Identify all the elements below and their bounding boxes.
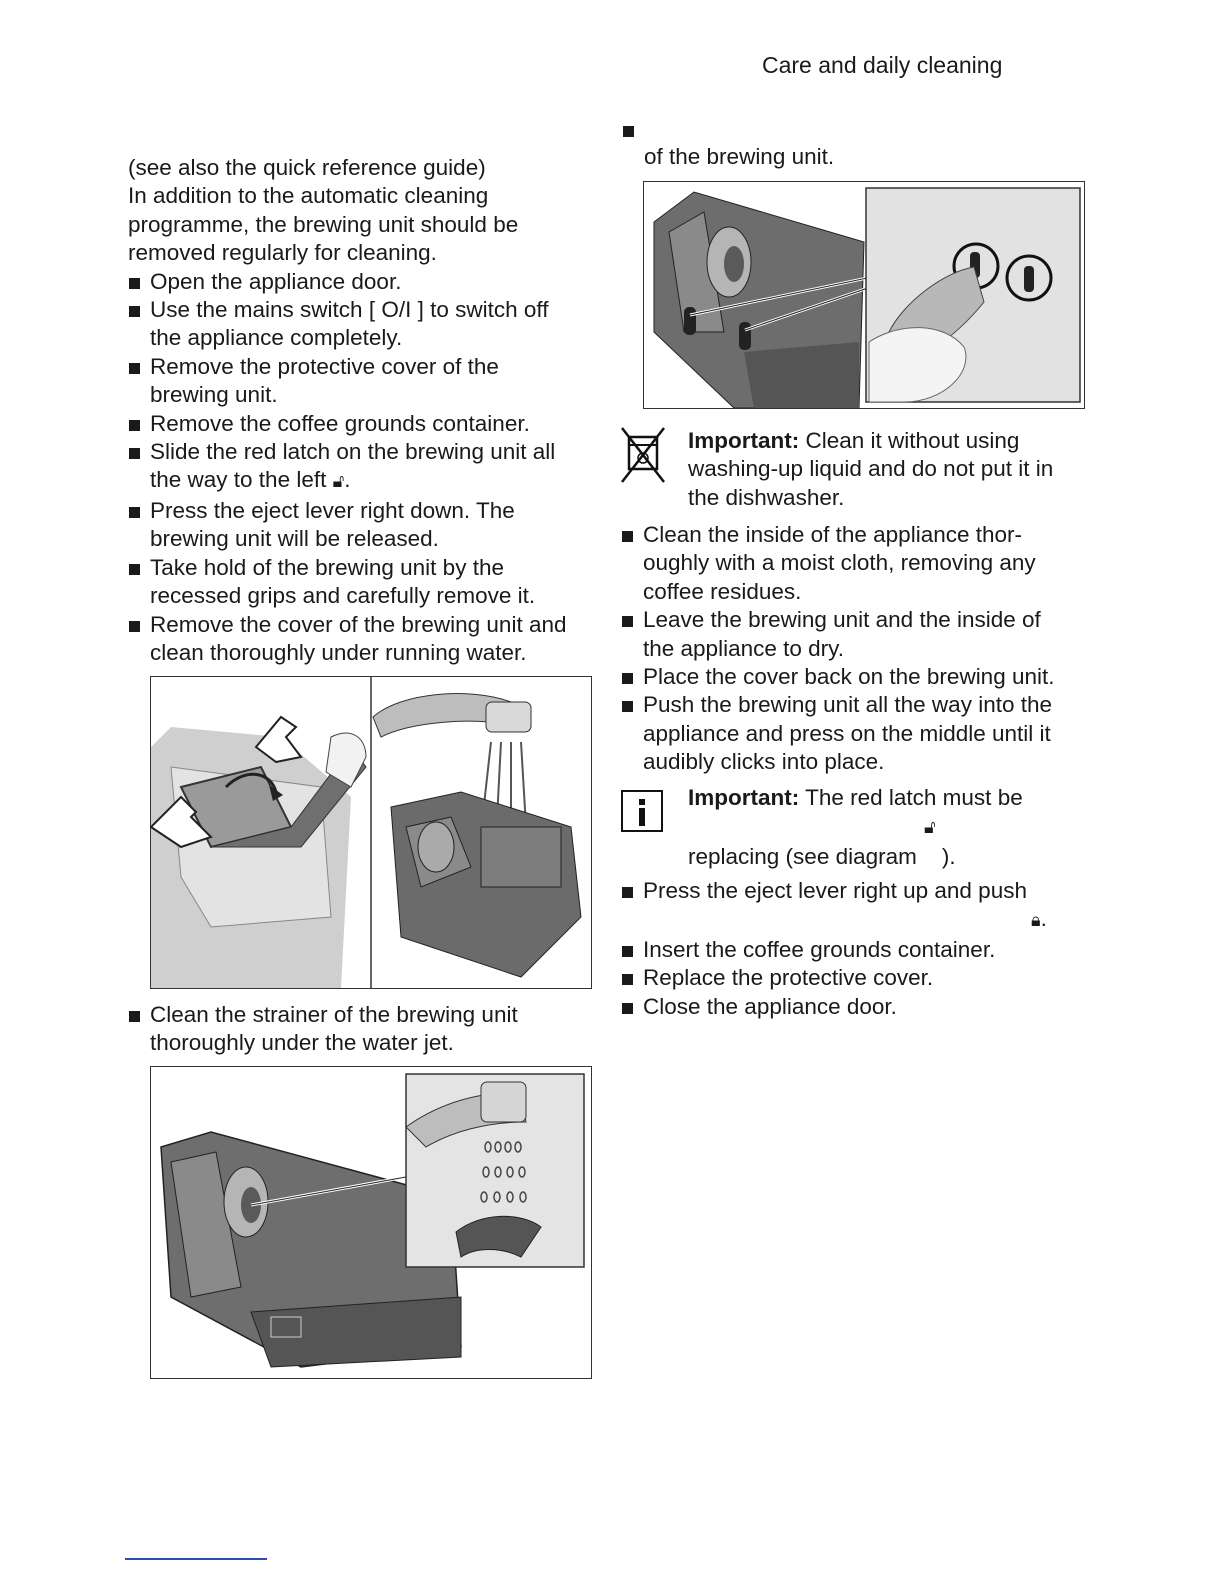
bullet-marker xyxy=(623,126,634,137)
list-item: Take hold of the brewing unit by the recessed grips and carefully remove it. xyxy=(128,554,598,611)
list-item: Clean the inside of the appliance thor- oughly with a moist cloth, removing any coffee residues. xyxy=(621,521,1091,606)
right-column-top xyxy=(644,143,1084,171)
important-label: Important: xyxy=(688,785,800,810)
left-column xyxy=(128,154,598,667)
intro-line: (see also the quick reference guide) xyxy=(128,155,486,180)
list-item: Leave the brewing unit and the inside of the appliance to dry. xyxy=(621,606,1091,663)
important-label: Important: xyxy=(688,428,800,453)
list-item: Place the cover back on the brewing unit. xyxy=(621,663,1091,691)
important-note-latch: Important: The red latch must be 🔓︎ replacing (see diagram ). xyxy=(688,785,1023,869)
figure-cover-removal xyxy=(150,676,592,989)
list-item: Remove the cover of the brewing unit and clean thoroughly under running water. xyxy=(128,611,598,668)
list-item: Use the mains switch [ O/I ] to switch off the appliance completely. xyxy=(128,296,598,353)
figure-strainer-cleaning xyxy=(150,1066,592,1379)
list-item: Open the appliance door. xyxy=(128,268,598,296)
intro-line: programme, the brewing unit should be xyxy=(128,211,519,237)
list-item: Slide the red latch on the brewing unit all the way to the left 🔓︎. xyxy=(128,438,598,497)
list-item: Push the brewing unit all the way into the appliance and press on the middle until it audibly clicks into place. xyxy=(621,691,1091,776)
no-dishwasher-icon xyxy=(621,427,665,483)
removal-steps-list xyxy=(128,268,598,668)
strainer-steps-list xyxy=(128,1001,598,1058)
right-column-steps xyxy=(621,521,1091,777)
intro-line: removed regularly for cleaning. xyxy=(128,240,437,266)
section-title: Care and daily cleaning xyxy=(762,52,1003,78)
reinsert-steps-list xyxy=(621,521,1091,777)
list-item: Press the eject lever right down. The brewing unit will be released. xyxy=(128,497,598,554)
figure-latch-detail xyxy=(643,181,1085,409)
info-icon xyxy=(621,790,663,832)
footer-rule xyxy=(125,1558,267,1560)
important-note-dishwasher: Important: Clean it without using washing-up liquid and do not put it in the dishwasher. xyxy=(688,428,1054,510)
list-item: Insert the coffee grounds container. xyxy=(621,936,1091,964)
continuation-line: of the brewing unit. xyxy=(644,144,835,169)
list-item: Clean the strainer of the brewing unit thoroughly under the water jet. xyxy=(128,1001,598,1058)
unlocked-padlock-icon: 🔓︎ xyxy=(924,817,936,839)
locked-padlock-icon: 🔒︎ xyxy=(1031,910,1041,932)
right-column-final-steps xyxy=(621,877,1091,1021)
list-item: Replace the protective cover. xyxy=(621,964,1091,992)
final-steps-list xyxy=(621,877,1091,1021)
unlocked-padlock-icon: 🔓︎ xyxy=(332,471,345,493)
list-item: Remove the protective cover of the brewing unit. xyxy=(128,353,598,410)
list-item: Remove the coffee grounds container. xyxy=(128,410,598,438)
left-column-2 xyxy=(128,1001,598,1058)
list-item: Press the eject lever right up and push 🔒︎. xyxy=(621,877,1091,936)
list-item: Close the appliance door. xyxy=(621,993,1091,1021)
intro-line: In addition to the automatic cleaning xyxy=(128,183,489,209)
